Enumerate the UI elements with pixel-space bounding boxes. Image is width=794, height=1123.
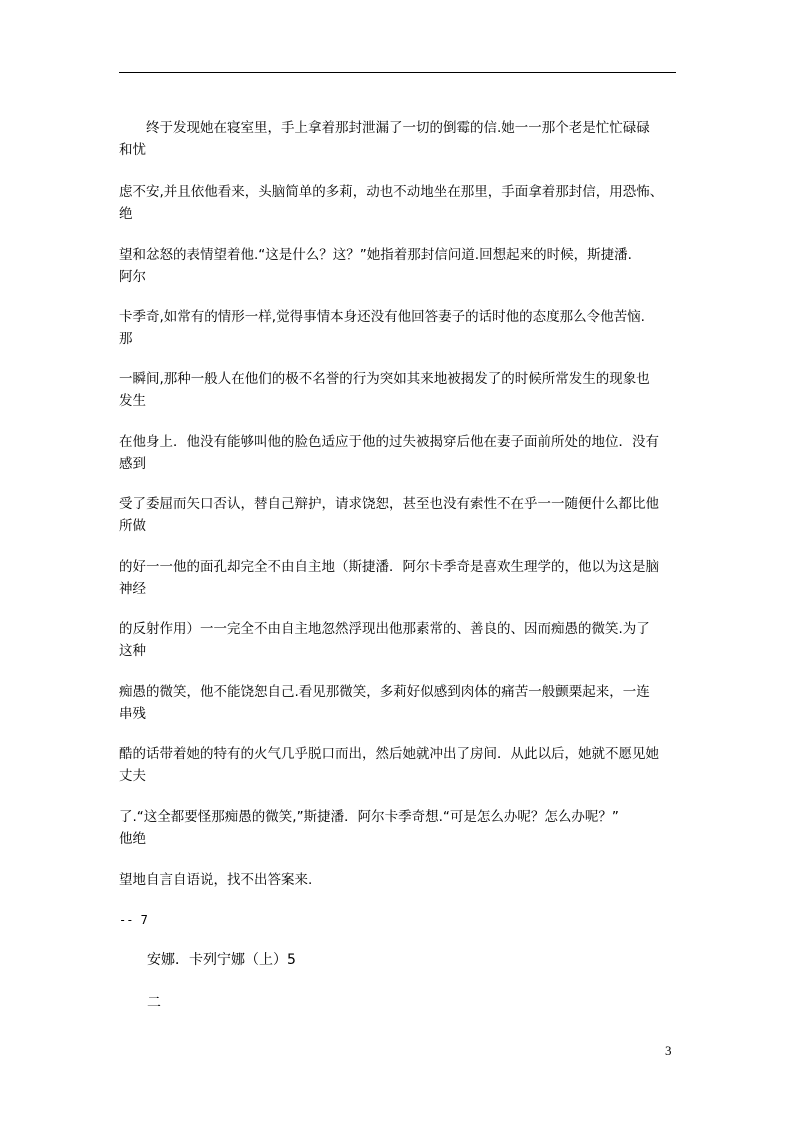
text-line xyxy=(119,869,684,891)
text-line-main: 虑不安,并且依他看来，头脑简单的多莉，动也不动地坐在那里，手面拿着那封信，用恐怖、 xyxy=(119,184,664,200)
text-line-main: 的反射作用）一一完全不由自主地忽然浮现出他那素常的、善良的、因而痴愚的微笑.为了 xyxy=(119,621,650,637)
section-number: 二 xyxy=(147,995,161,1011)
text-line-wrap: 所做 xyxy=(119,518,146,534)
text-line-main: 在他身上．他没有能够叫他的脸色适应于他的过失被揭穿后他在妻子面前所处的地位．没有 xyxy=(119,434,659,450)
text-line xyxy=(119,743,684,787)
text-line-main: 终于发现她在寝室里，手上拿着那封泄漏了一切的倒霉的信.她一一那个老是忙忙碌碌 xyxy=(119,120,650,136)
text-line-wrap: 神经 xyxy=(119,581,146,597)
text-line xyxy=(119,244,684,288)
header-rule xyxy=(119,72,676,73)
text-line xyxy=(119,493,684,537)
text-line-main: 了.“这全都要怪那痴愚的微笑,”斯捷潘．阿尔卡季奇想.“可是怎么办呢？怎么办呢？” xyxy=(119,809,619,825)
text-line-main: 卡季奇,如常有的情形一样,觉得事情本身还没有他回答妻子的话时他的态度那么令他苦恼. xyxy=(119,309,645,325)
text-line-wrap: 丈夫 xyxy=(119,768,146,784)
page-number: 3 xyxy=(665,1043,672,1058)
text-line-main: 的好一一他的面孔却完全不由自主地（斯捷潘．阿尔卡季奇是喜欢生理学的，他以为这是脑 xyxy=(119,559,659,575)
text-line xyxy=(119,618,684,662)
chapter-title: 安娜．卡列宁娜（上）5 xyxy=(147,952,296,968)
text-line xyxy=(119,556,684,600)
text-line-main: 受了委屈而矢口否认，替自己辩护，请求饶恕，甚至也没有索性不在乎一一随便什么都比他 xyxy=(119,496,659,512)
text-line xyxy=(119,368,684,412)
text-line-wrap: 和忧 xyxy=(119,142,146,158)
text-line-main: 痴愚的微笑，他不能饶恕自己.看见那微笑，多莉好似感到肉体的痛苦一般颤栗起来，一连 xyxy=(119,684,650,700)
text-line-wrap: 发生 xyxy=(119,393,146,409)
text-line xyxy=(119,681,684,725)
text-line xyxy=(119,117,684,161)
text-line-wrap: 这种 xyxy=(119,643,146,659)
text-line-main: 一瞬间,那种一般人在他们的极不名誉的行为突如其来地被揭发了的时候所常发生的现象也 xyxy=(119,371,650,387)
text-line xyxy=(119,431,684,475)
text-line-wrap: 绝 xyxy=(119,206,133,222)
text-line xyxy=(119,806,684,850)
text-line-wrap: 串残 xyxy=(119,706,146,722)
text-line-main: 酷的话带着她的特有的火气几乎脱口而出，然后她就冲出了房间．从此以后，她就不愿见她 xyxy=(119,746,659,762)
page-marker: -- 7 xyxy=(119,913,148,927)
text-line xyxy=(119,306,684,350)
text-line-wrap: 阿尔 xyxy=(119,269,146,285)
text-line-main: 望和忿怒的表情望着他.“这是什么？这？”她指着那封信问道.回想起来的时候，斯捷潘. xyxy=(119,247,632,263)
text-line-wrap: 他绝 xyxy=(119,831,146,847)
text-line-wrap: 那 xyxy=(119,331,133,347)
text-line-wrap: 感到 xyxy=(119,456,146,472)
text-line-main: 望地自言自语说，找不出答案来. xyxy=(119,872,313,888)
text-line xyxy=(119,181,684,225)
